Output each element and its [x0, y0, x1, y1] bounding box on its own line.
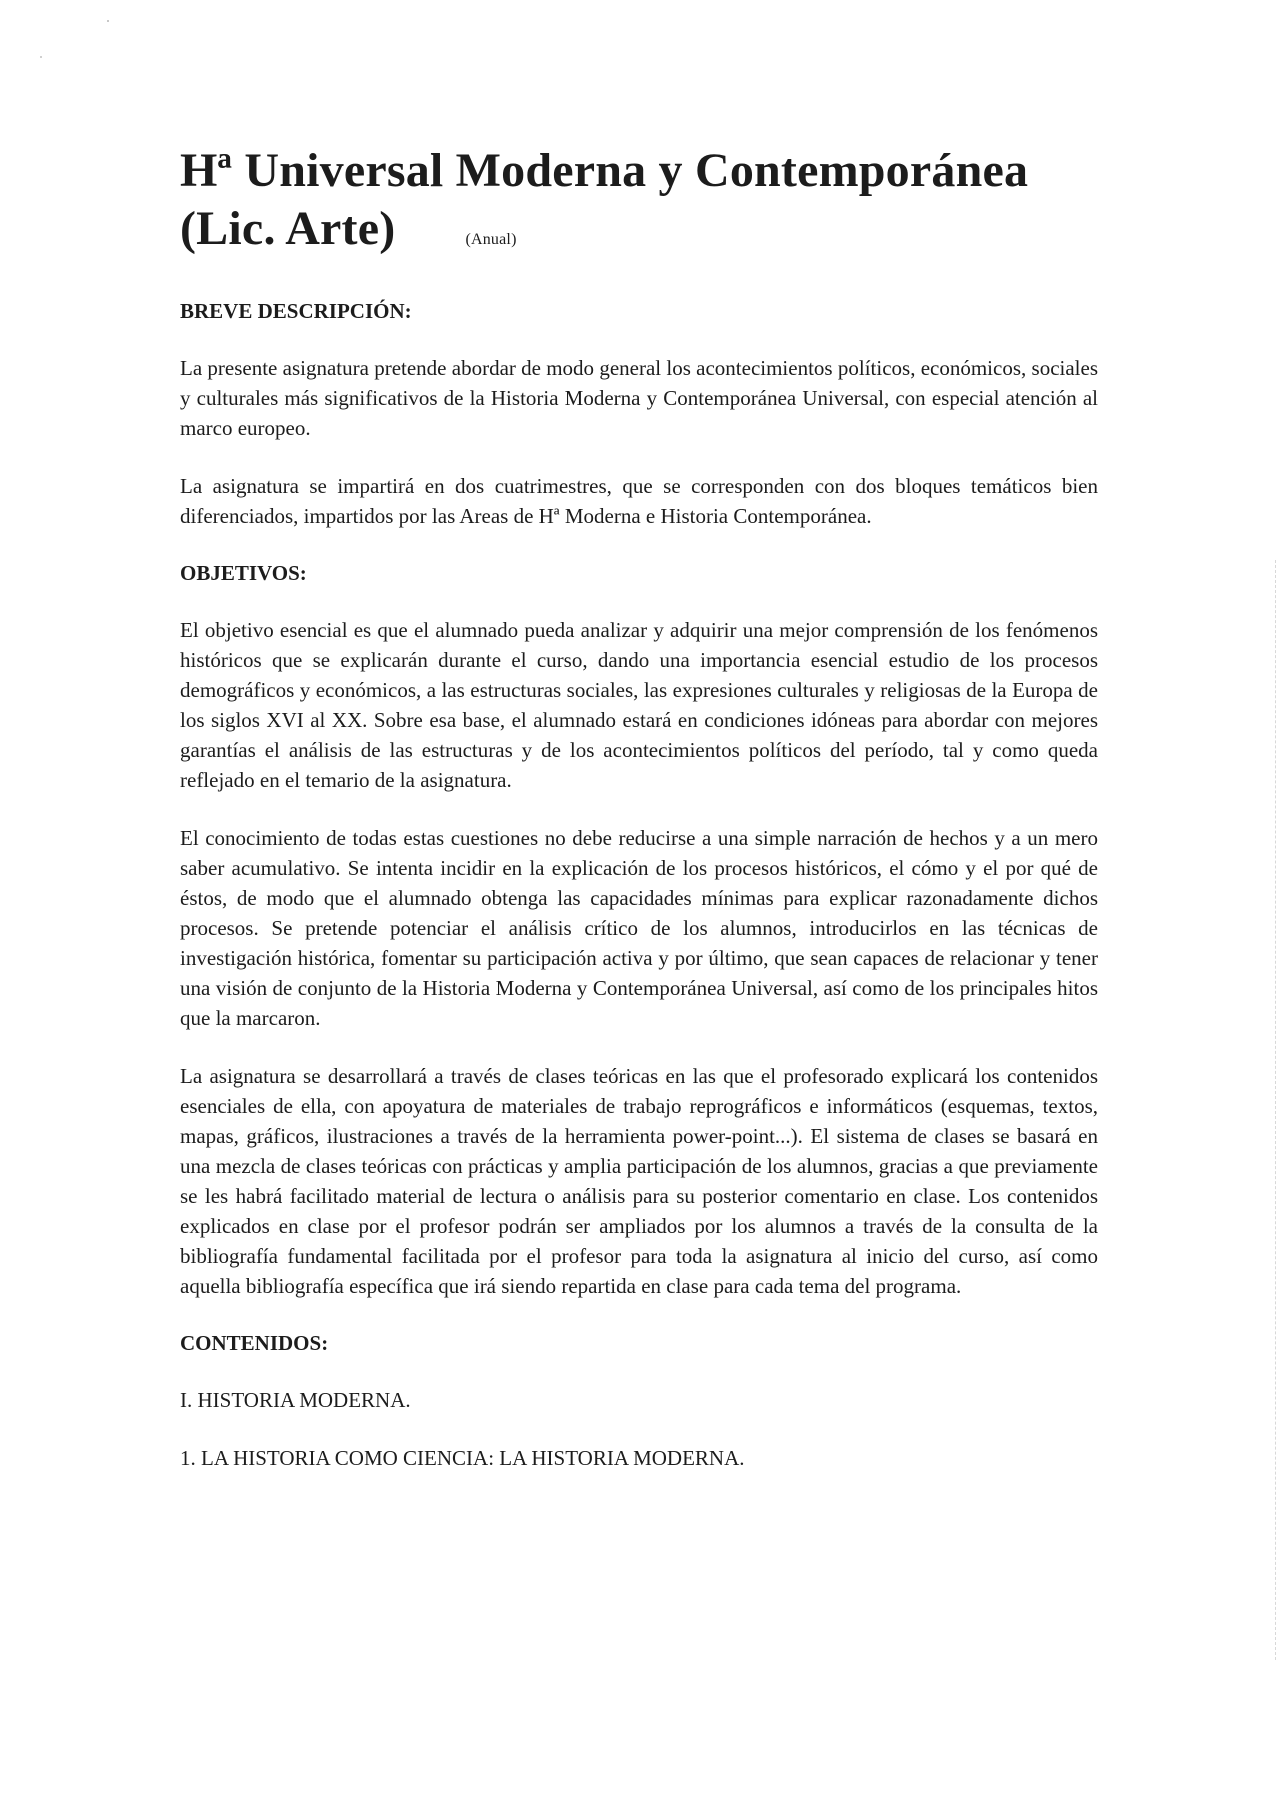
scan-edge-line: [1275, 560, 1276, 1660]
title-line-1: Hª Universal Moderna y Contemporánea: [180, 144, 1029, 197]
document-body: [180, 142, 1098, 1473]
contents-part: I. HISTORIA MODERNA.: [180, 1388, 411, 1412]
scan-speck: [107, 20, 109, 22]
title-subject: (Lic. Arte): [180, 202, 396, 255]
paragraph: La asignatura se impartirá en dos cuatrimestres, que se corresponden con dos bloques temáticos bien diferenciados, impartidos por las Areas de Hª Moderna e Historia Contemporánea.: [180, 474, 1098, 528]
contents-item: 1. LA HISTORIA COMO CIENCIA: LA HISTORIA MODERNA.: [180, 1446, 745, 1470]
title-tag: (Anual): [465, 231, 517, 248]
paragraph: El objetivo esencial es que el alumnado pueda analizar y adquirir una mejor comprensión de los fenómenos históricos que se explicarán durante el curso, dando una importancia esencial estudio de los procesos demográficos y económicos, a las estructuras sociales, las expresiones culturales y religiosas de la Europa de los siglos XVI al XX. Sobre esa base, el alumnado estará en condiciones idóneas para abordar con mejores garantías el análisis de las estructuras y de los acontecimientos políticos del período, tal y como queda reflejado en el temario de la asignatura.: [180, 618, 1098, 792]
heading-descripcion: BREVE DESCRIPCIÓN:: [180, 299, 412, 323]
heading-contenidos: CONTENIDOS:: [180, 1331, 329, 1355]
paragraph: La presente asignatura pretende abordar de modo general los acontecimientos políticos, económicos, sociales y culturales más significativos de la Historia Moderna y Contemporánea Universal, con especial atención al marco europeo.: [180, 356, 1098, 440]
title-line-2: [180, 200, 1098, 269]
paragraph: La asignatura se desarrollará a través de clases teóricas en las que el profesorado explicará los contenidos esenciales de ella, con apoyatura de materiales de trabajo reprográficos e informáticos (esquemas, textos, mapas, gráficos, ilustraciones a través de la herramienta power-point...). El sistema de clases se basará en una mezcla de clases teóricas con prácticas y amplia participación de los alumnos, gracias a que previamente se les habrá facilitado material de lectura o análisis para su posterior comentario en clase. Los contenidos explicados en clase por el profesor podrán ser ampliados por los alumnos a través de la consulta de la bibliografía fundamental facilitada por el profesor para toda la asignatura al inicio del curso, así como aquella bibliografía específica que irá siendo repartida en clase para cada tema del programa.: [180, 1064, 1098, 1298]
heading-objetivos: OBJETIVOS:: [180, 561, 307, 585]
scan-speck: [40, 56, 42, 58]
paragraph: El conocimiento de todas estas cuestiones no debe reducirse a una simple narración de hechos y a un mero saber acumulativo. Se intenta incidir en la explicación de los procesos históricos, el cómo y el por qué de éstos, de modo que el alumnado obtenga las capacidades mínimas para explicar razonadamente dichos procesos. Se pretende potenciar el análisis crítico de los alumnos, introducirlos en las técnicas de investigación histórica, fomentar su participación activa y por último, que sean capaces de relacionar y tener una visión de conjunto de la Historia Moderna y Contemporánea Universal, así como de los principales hitos que la marcaron.: [180, 826, 1098, 1030]
document-title: [180, 142, 1098, 269]
